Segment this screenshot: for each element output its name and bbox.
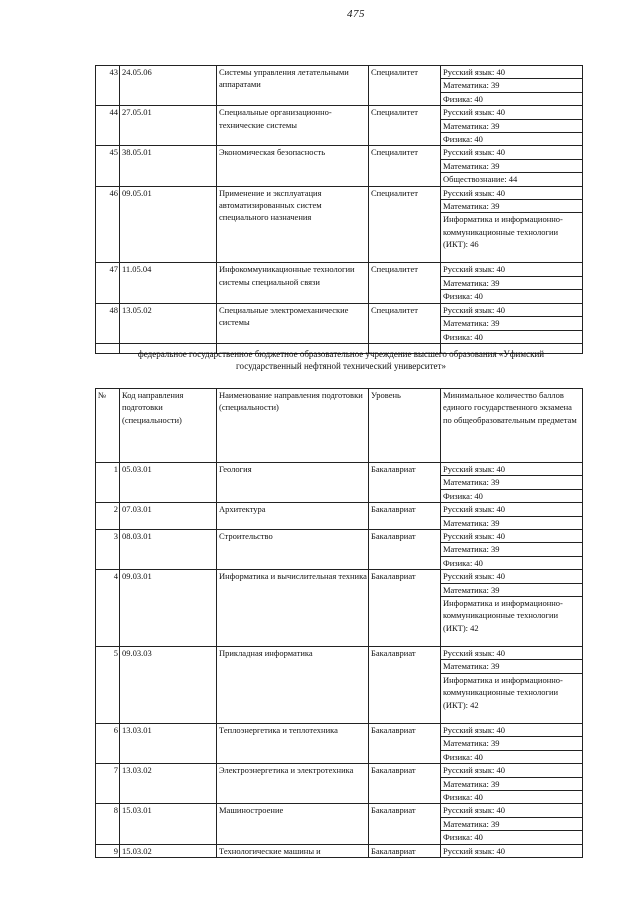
cell-exam: Математика: 39 — [441, 79, 583, 92]
institution-title: федеральное государственное бюджетное образовательное учреждение высшего образования «Уфимский государственный нефтяной технический университет» — [137, 349, 545, 371]
cell-exam: Русский язык: 40 — [441, 263, 583, 276]
cell-exam: Математика: 39 — [441, 817, 583, 830]
page-number: 475 — [347, 8, 365, 20]
cell-name: Строительство — [217, 530, 369, 570]
cell-exam: Физика: 40 — [441, 133, 583, 146]
cell-level: Бакалавриат — [369, 723, 441, 763]
table-row — [96, 106, 583, 119]
cell-exam: Математика: 39 — [441, 660, 583, 673]
cell-code: 27.05.01 — [120, 106, 217, 146]
header-exams: Минимальное количество баллов единого государственного экзамена по общеобразовательным предметам — [441, 389, 583, 463]
cell-name: Инфокоммуникационные технологии системы специальной связи — [217, 263, 369, 303]
header-code: Код направления подготовки (специальности) — [120, 389, 217, 463]
cell-exam: Математика: 39 — [441, 200, 583, 213]
cell-n: 47 — [96, 263, 120, 303]
cell-code: 13.03.01 — [120, 723, 217, 763]
table-row — [96, 647, 583, 660]
cell-exam: Русский язык: 40 — [441, 186, 583, 199]
table-row — [96, 570, 583, 583]
cell-level: Бакалавриат — [369, 503, 441, 530]
table-row — [96, 263, 583, 276]
cell-code: 13.05.02 — [120, 303, 217, 343]
header-level: Уровень — [369, 389, 441, 463]
cell-n: 48 — [96, 303, 120, 343]
cell-exam: Русский язык: 40 — [441, 106, 583, 119]
cell-exam: Информатика и информационно-коммуникационные технологии (ИКТ): 42 — [441, 673, 583, 723]
table-row — [96, 303, 583, 316]
cell-level: Специалитет — [369, 106, 441, 146]
cell-level: Бакалавриат — [369, 530, 441, 570]
cell-exam: Русский язык: 40 — [441, 764, 583, 777]
cell-code: 09.05.01 — [120, 186, 217, 263]
cell-exam: Математика: 39 — [441, 276, 583, 289]
cell-n: 3 — [96, 530, 120, 570]
cell-code: 09.03.03 — [120, 647, 217, 724]
cell-n: 44 — [96, 106, 120, 146]
table-row — [96, 530, 583, 543]
cell-exam: Русский язык: 40 — [441, 303, 583, 316]
cell-name: Машиностроение — [217, 804, 369, 844]
cell-n: 5 — [96, 647, 120, 724]
cell-exam: Русский язык: 40 — [441, 844, 583, 857]
cell-level: Бакалавриат — [369, 463, 441, 503]
header-number: № — [96, 389, 120, 463]
cell-exam: Математика: 39 — [441, 159, 583, 172]
cell-exam: Математика: 39 — [441, 583, 583, 596]
cell-exam: Физика: 40 — [441, 330, 583, 343]
cell-level: Бакалавриат — [369, 764, 441, 804]
cell-exam: Физика: 40 — [441, 750, 583, 763]
cell-exam: Физика: 40 — [441, 831, 583, 844]
cell-exam: Физика: 40 — [441, 489, 583, 502]
cell-code: 38.05.01 — [120, 146, 217, 186]
table-header-row — [96, 389, 583, 463]
cell-n: 46 — [96, 186, 120, 263]
table-row — [96, 503, 583, 516]
cell-name: Архитектура — [217, 503, 369, 530]
cell-n: 8 — [96, 804, 120, 844]
cell-code: 13.03.02 — [120, 764, 217, 804]
cell-exam: Русский язык: 40 — [441, 503, 583, 516]
cell-exam: Русский язык: 40 — [441, 804, 583, 817]
cell-level: Специалитет — [369, 146, 441, 186]
cell-code: 05.03.01 — [120, 463, 217, 503]
cell-exam: Физика: 40 — [441, 92, 583, 105]
cell-name: Экономическая безопасность — [217, 146, 369, 186]
cell-level: Специалитет — [369, 303, 441, 343]
cell-code: 24.05.06 — [120, 66, 217, 106]
cell-exam: Русский язык: 40 — [441, 146, 583, 159]
cell-name: Геология — [217, 463, 369, 503]
cell-name: Электроэнергетика и электротехника — [217, 764, 369, 804]
cell-level: Специалитет — [369, 186, 441, 263]
table-row — [96, 146, 583, 159]
cell-exam: Русский язык: 40 — [441, 647, 583, 660]
cell-level: Специалитет — [369, 263, 441, 303]
cell-exam: Математика: 39 — [441, 777, 583, 790]
table-row — [96, 66, 583, 79]
cell-name: Теплоэнергетика и теплотехника — [217, 723, 369, 763]
table-continued — [95, 65, 583, 354]
cell-n: 6 — [96, 723, 120, 763]
cell-name: Информатика и вычислительная техника — [217, 570, 369, 647]
cell-name: Специальные организационно-технические системы — [217, 106, 369, 146]
cell-level: Бакалавриат — [369, 647, 441, 724]
cell-n: 7 — [96, 764, 120, 804]
table-row — [96, 804, 583, 817]
cell-level: Специалитет — [369, 66, 441, 106]
table-row — [96, 463, 583, 476]
cell-name: Прикладная информатика — [217, 647, 369, 724]
cell-exam: Математика: 39 — [441, 516, 583, 529]
cell-code: 07.03.01 — [120, 503, 217, 530]
cell-exam: Информатика и информационно-коммуникационные технологии (ИКТ): 46 — [441, 213, 583, 263]
cell-exam: Физика: 40 — [441, 290, 583, 303]
cell-exam: Математика: 39 — [441, 543, 583, 556]
cell-n: 43 — [96, 66, 120, 106]
cell-exam: Математика: 39 — [441, 317, 583, 330]
cell-name: Технологические машины и — [217, 844, 369, 857]
cell-exam: Обществознание: 44 — [441, 173, 583, 186]
cell-code: 09.03.01 — [120, 570, 217, 647]
cell-exam: Физика: 40 — [441, 556, 583, 569]
cell-name: Системы управления летательными аппаратами — [217, 66, 369, 106]
cell-exam: Русский язык: 40 — [441, 463, 583, 476]
cell-exam: Русский язык: 40 — [441, 66, 583, 79]
cell-n: 1 — [96, 463, 120, 503]
cell-name: Применение и эксплуатация автоматизированных систем специального назначения — [217, 186, 369, 263]
cell-exam: Русский язык: 40 — [441, 530, 583, 543]
table-row — [96, 764, 583, 777]
cell-code: 15.03.01 — [120, 804, 217, 844]
cell-level: Бакалавриат — [369, 804, 441, 844]
cell-name: Специальные электромеханические системы — [217, 303, 369, 343]
cell-n: 2 — [96, 503, 120, 530]
cell-n: 9 — [96, 844, 120, 857]
table-row — [96, 723, 583, 736]
cell-code: 15.03.02 — [120, 844, 217, 857]
cell-exam: Информатика и информационно-коммуникационные технологии (ИКТ): 42 — [441, 597, 583, 647]
cell-n: 4 — [96, 570, 120, 647]
cell-exam: Математика: 39 — [441, 476, 583, 489]
cell-code: 11.05.04 — [120, 263, 217, 303]
cell-n: 45 — [96, 146, 120, 186]
cell-exam: Физика: 40 — [441, 790, 583, 803]
cell-code: 08.03.01 — [120, 530, 217, 570]
cell-exam: Математика: 39 — [441, 119, 583, 132]
cell-level: Бакалавриат — [369, 844, 441, 857]
header-name: Наименование направления подготовки (специальности) — [217, 389, 369, 463]
cell-exam: Русский язык: 40 — [441, 723, 583, 736]
table-ugntu — [95, 388, 583, 858]
table-row — [96, 844, 583, 857]
cell-exam: Математика: 39 — [441, 737, 583, 750]
cell-level: Бакалавриат — [369, 570, 441, 647]
table-row — [96, 186, 583, 199]
cell-exam: Русский язык: 40 — [441, 570, 583, 583]
